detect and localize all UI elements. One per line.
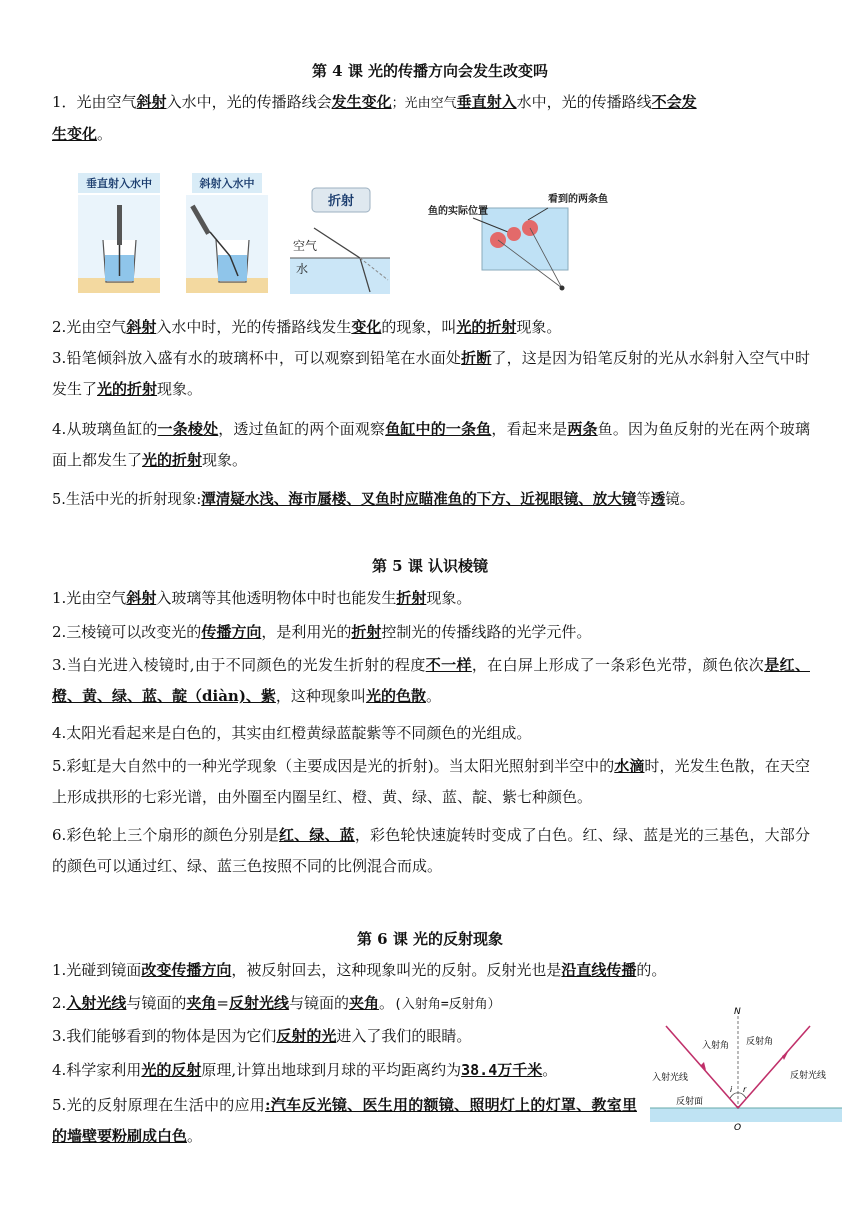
label-O: O — [734, 1123, 742, 1133]
label-fish-actual: 鱼的实际位置 — [428, 206, 488, 217]
lesson5-paragraph-6 — [52, 820, 810, 882]
key-term: 光的折射 — [142, 451, 203, 469]
text: 4.从玻璃鱼缸的 — [52, 420, 158, 438]
text: = — [216, 994, 229, 1012]
key-term: 斜射 — [126, 589, 157, 607]
text: 3.我们能够看到的物体是因为它们 — [52, 1027, 277, 1045]
text: 入玻璃等其他透明物体中时也能发生 — [156, 589, 397, 607]
key-term: 折射 — [396, 589, 427, 607]
lesson5-paragraph-2 — [52, 617, 810, 648]
fish-actual — [507, 227, 521, 241]
lesson5-paragraph-3 — [52, 650, 810, 712]
text: 入水中，光的传播路线会 — [166, 93, 332, 111]
text: (入射角=反射角） — [394, 997, 501, 1012]
key-term: 传播方向 — [201, 623, 262, 641]
key-term: 水滴 — [614, 757, 645, 775]
text: 3.铅笔倾斜放入盛有水的玻璃杯中，可以观察到铅笔在水面处 — [52, 349, 462, 367]
lesson4-paragraph-3 — [52, 343, 810, 405]
lesson5-paragraph-1 — [52, 583, 810, 614]
text: 现象。 — [157, 380, 203, 398]
text: 3.当白光进入棱镜时,由于不同颜色的光发生折射的程度 — [52, 656, 426, 674]
key-term: 鱼缸中的一条鱼 — [385, 420, 492, 438]
key-term: 折断 — [461, 349, 492, 367]
label-fish-seen: 看到的两条鱼 — [548, 194, 608, 205]
label-reflect-angle: 反射角 — [746, 1037, 774, 1047]
text: 4.太阳光看起来是白色的，其实由红橙黄绿蓝靛紫等不同颜色的光组成。 — [52, 724, 532, 742]
key-term: 夹角 — [186, 994, 217, 1012]
text: 时，光发生色散，在天空上形成拱形的七彩光谱，由外圈至内圈呈红、橙、黄、绿、蓝、靛、紫七种颜色。 — [52, 757, 810, 806]
text: 入水中时，光的传播路线发生 — [156, 318, 352, 336]
key-term: 一条棱处 — [157, 420, 219, 438]
lesson4-title: 第 4 课 光的传播方向会发生改变吗 — [311, 62, 549, 80]
lesson6-paragraph-3 — [52, 1021, 642, 1052]
lesson4-paragraph-2 — [52, 312, 810, 343]
label-refraction: 折射 — [327, 194, 355, 209]
text: 2. — [52, 994, 67, 1012]
label-i: i — [730, 1085, 733, 1094]
text: 现象。 — [426, 589, 472, 607]
text: 水中，光的传播路线 — [516, 93, 652, 111]
refraction-figure — [78, 170, 768, 300]
text: 。 — [187, 1127, 203, 1145]
text: 。 — [542, 1061, 558, 1079]
key-term: 变化 — [351, 318, 382, 336]
key-term: 改变传播方向 — [141, 961, 232, 979]
text: 2.光由空气 — [52, 318, 127, 336]
reflection-figure — [650, 1004, 842, 1134]
text: 2.三棱镜可以改变光的 — [52, 623, 202, 641]
reflection-figure-svg — [650, 1004, 842, 1134]
eye — [560, 286, 565, 291]
lesson5-paragraph-5 — [52, 751, 810, 813]
lesson5-title: 第 5 课 认识棱镜 — [371, 557, 489, 575]
text: 原理,计算出地球到月球的平均距离约为 — [201, 1061, 462, 1079]
text: 鱼。因为鱼反射的光在两个玻璃面上都发生了 — [52, 420, 810, 469]
key-term: 两条 — [567, 420, 598, 438]
key-term: 垂直射入 — [456, 93, 517, 111]
text: 进入了我们的眼睛。 — [336, 1027, 472, 1045]
key-term: 是红、橙、黄、绿、蓝、靛（diàn)、紫 — [52, 656, 810, 705]
lesson4-paragraph-4 — [52, 414, 810, 476]
text: 4.科学家利用 — [52, 1061, 142, 1079]
key-term: 沿直线传播 — [561, 961, 637, 979]
text: 镜。 — [665, 492, 695, 508]
label-oblique: 斜射入水中 — [199, 177, 255, 190]
text: 与镜面的 — [126, 994, 187, 1012]
text: 1.光碰到镜面 — [52, 961, 142, 979]
pencil — [117, 205, 122, 245]
text: 现象。 — [516, 318, 562, 336]
label-incident-angle: 入射角 — [702, 1041, 730, 1051]
key-term: 斜射 — [136, 93, 167, 111]
label-water: 水 — [296, 262, 309, 276]
key-term: 不一样 — [425, 656, 472, 674]
text: ，是利用光的 — [261, 623, 352, 641]
text: 5.彩虹是大自然中的一种光学现象（主要成因是光的折射)。当太阳光照射到半空中的 — [52, 757, 615, 775]
text: ，被反射回去，这种现象叫光的反射。反射光也是 — [231, 961, 562, 979]
lesson6-paragraph-1 — [52, 955, 810, 986]
text: 等 — [636, 492, 651, 508]
water — [218, 255, 247, 281]
text: ，看起来是 — [491, 420, 568, 438]
key-term: 潭清疑水浅、海市蜃楼、叉鱼时应瞄准鱼的下方、近视眼镜、放大镜 — [201, 491, 637, 508]
mirror-surface — [650, 1108, 842, 1122]
text: 5.生活中光的折射现象: — [52, 492, 202, 508]
key-term: 光的折射 — [456, 318, 517, 336]
arrow-icon — [782, 1052, 788, 1060]
lesson4-paragraph-5 — [52, 484, 822, 516]
key-term: 光的色散 — [365, 687, 426, 705]
text: 6.彩色轮上三个扇形的颜色分别是 — [52, 826, 279, 844]
lesson6-title: 第 6 课 光的反射现象 — [356, 930, 504, 948]
text: 了，这是因为铅笔反射的光从水斜射入空气中时发生了 — [52, 349, 810, 398]
text: 现象。 — [202, 451, 248, 469]
refraction-figure-svg — [78, 170, 768, 300]
key-term: 折射 — [351, 623, 382, 641]
key-term: 不会发 — [651, 93, 697, 111]
text: ，透过鱼缸的两个面观察 — [218, 420, 386, 438]
text: 控制光的传播线路的光学元件。 — [381, 623, 592, 641]
key-term: 光的反射 — [141, 1061, 202, 1079]
text: ，彩色轮快速旋转时变成了白色。红、绿、蓝是光的三基色，大部分的颜色可以通过红、绿、蓝三色按照不同的比例混合而成。 — [52, 826, 810, 875]
key-term: :汽车反光镜、医生用的额镜、照明灯上的灯罩、教室里的墙壁要粉刷成白色 — [52, 1096, 637, 1145]
lesson5-paragraph-4 — [52, 718, 810, 749]
lesson6-paragraph-4 — [52, 1055, 642, 1086]
key-term: 发生变化 — [331, 93, 392, 111]
text: 5.光的反射原理在生活中的应用 — [52, 1096, 266, 1114]
key-term: 红、绿、蓝 — [278, 826, 355, 844]
label-incident-ray: 入射光线 — [652, 1073, 689, 1083]
label-air: 空气 — [293, 239, 318, 253]
text: ；光由空气 — [391, 96, 457, 111]
key-term: 斜射 — [126, 318, 157, 336]
text: 。 — [97, 125, 113, 143]
lesson4-paragraph-1 — [52, 87, 810, 150]
text: 1．光由空气 — [52, 93, 137, 111]
text: ，这种现象叫 — [275, 687, 366, 705]
label-N: N — [734, 1007, 741, 1017]
label-r: r — [743, 1085, 747, 1094]
key-term: 反射的光 — [276, 1027, 337, 1045]
label-mirror: 反射面 — [676, 1097, 704, 1107]
text: 的现象，叫 — [381, 318, 457, 336]
text: 的。 — [636, 961, 667, 979]
key-term: 夹角 — [348, 994, 379, 1012]
key-term: 光的折射 — [97, 380, 158, 398]
label-vertical: 垂直射入水中 — [86, 177, 152, 190]
text: 。 — [425, 687, 441, 705]
key-term: 38.4万千米 — [461, 1061, 543, 1079]
text: 1.光由空气 — [52, 589, 127, 607]
key-term: 入射光线 — [66, 994, 127, 1012]
label-reflect-ray: 反射光线 — [790, 1071, 827, 1081]
key-term: 透 — [650, 491, 666, 508]
key-term: 反射光线 — [228, 994, 289, 1012]
text: ，在白屏上形成了一条彩色光带，颜色依次 — [471, 656, 765, 674]
text: 。 — [378, 994, 394, 1012]
key-term: 生变化 — [52, 125, 98, 143]
text: 与镜面的 — [288, 994, 349, 1012]
lesson6-paragraph-5 — [52, 1090, 637, 1152]
